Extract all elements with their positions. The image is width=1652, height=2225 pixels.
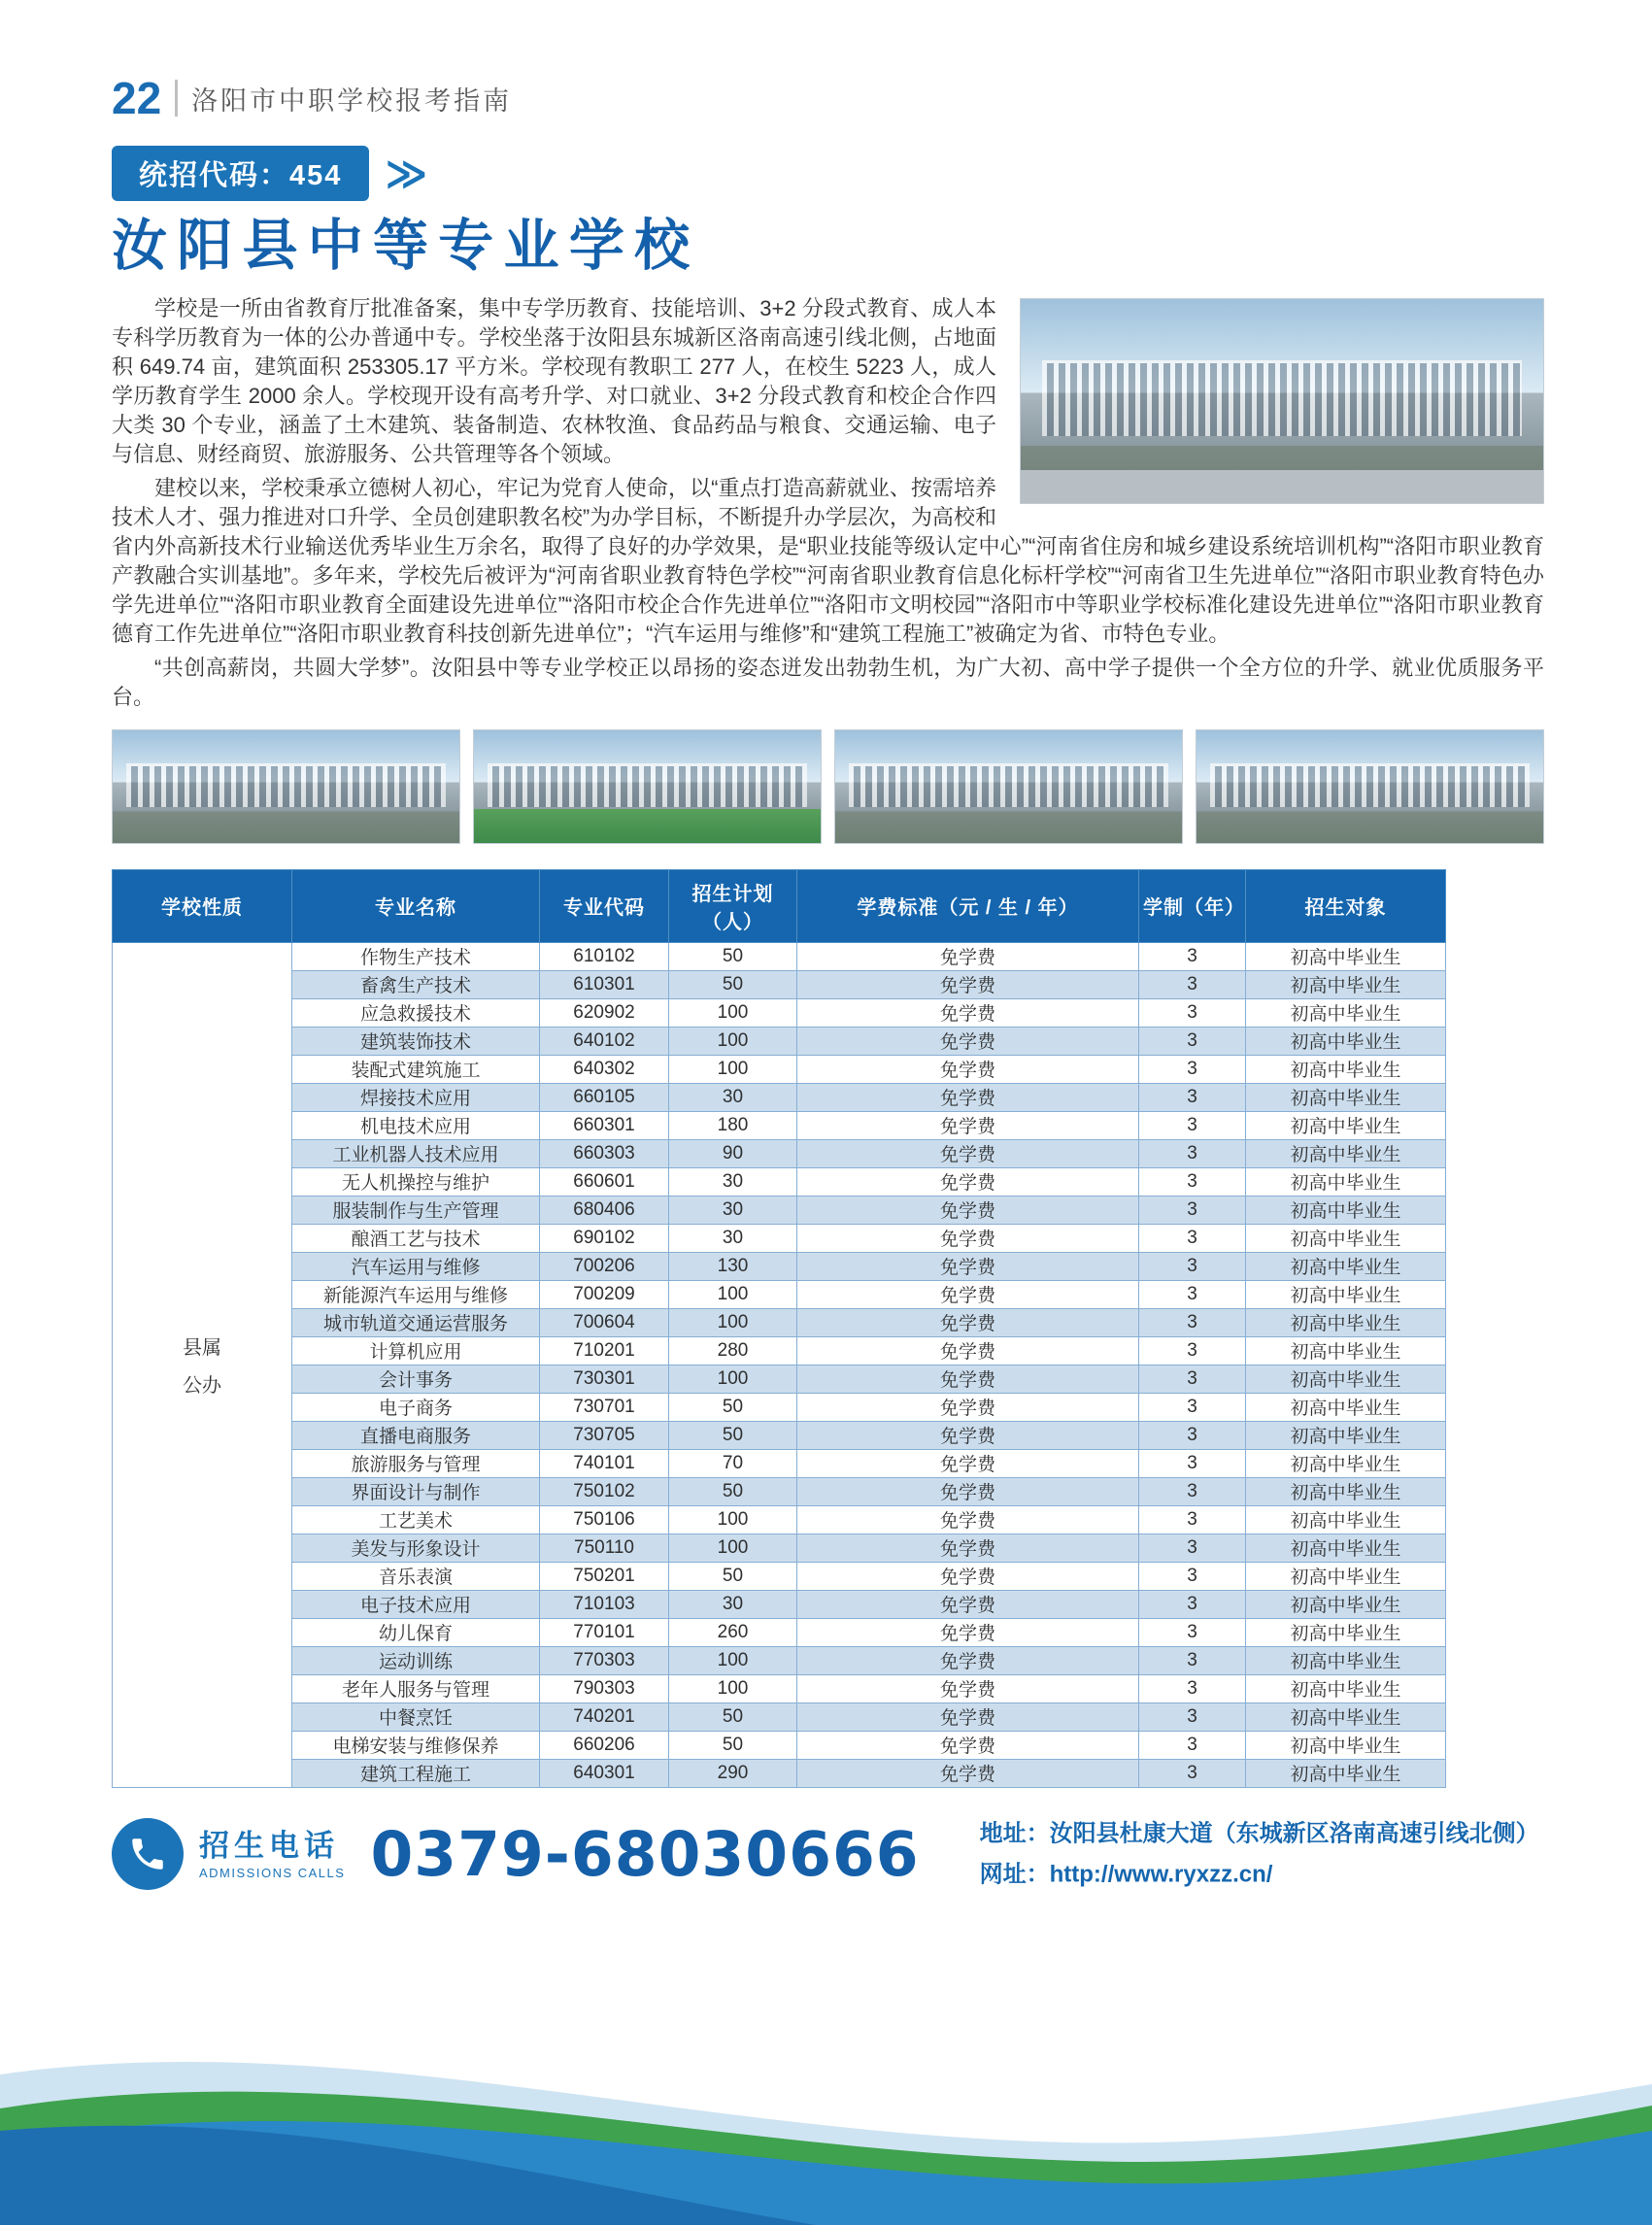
cell-major_name: 电子技术应用 bbox=[292, 1590, 540, 1618]
cell-target: 初高中毕业生 bbox=[1246, 1702, 1446, 1731]
address-value: 汝阳县杜康大道（东城新区洛南高速引线北侧） bbox=[1049, 1820, 1539, 1847]
cell-duration: 3 bbox=[1139, 1421, 1246, 1449]
cell-major_code: 710201 bbox=[540, 1336, 669, 1365]
cell-major_name: 酿酒工艺与技术 bbox=[292, 1224, 540, 1252]
cell-tuition: 免学费 bbox=[797, 1336, 1139, 1365]
cell-enrollment_plan: 30 bbox=[669, 1167, 797, 1196]
majors-table-body bbox=[113, 942, 1446, 1787]
photo-gallery bbox=[112, 729, 1544, 844]
cell-major_code: 700206 bbox=[540, 1252, 669, 1280]
intro-paragraph-1: 学校是一所由省教育厅批准备案，集中专学历教育、技能培训、3+2 分段式教育、成人本专科学历教育为一体的公办普通中专。学校坐落于汝阳县东城新区洛南高速引线北侧，占地面积 649.74 亩，建筑面积 253305.17 平方米。学校现有教职工 277 人，在校生 5223 人，成人学历教育学生 2000 余人。学校现开设有高考升学、对口就业、3+2 分段式教育和校企合作四大类 30 个专业，涵盖了土木建筑、装备制造、农林牧渔、食品药品与粮食、交通运输、电子与信息、财经商贸、旅游服务、公共管理等各个领域。 bbox=[112, 295, 996, 466]
guide-title: 洛阳市中职学校报考指南 bbox=[191, 85, 513, 116]
cell-major_name: 会计事务 bbox=[292, 1365, 540, 1393]
col-header-tuition: 学费标准（元 / 生 / 年） bbox=[797, 869, 1139, 942]
table-row bbox=[113, 1196, 1446, 1224]
cell-enrollment_plan: 70 bbox=[669, 1449, 797, 1477]
cell-enrollment_plan: 180 bbox=[669, 1111, 797, 1139]
cell-duration: 3 bbox=[1139, 1618, 1246, 1646]
table-row bbox=[113, 942, 1446, 970]
cell-enrollment_plan: 50 bbox=[669, 1421, 797, 1449]
cell-major_name: 电梯安装与维修保养 bbox=[292, 1731, 540, 1759]
cell-major_name: 城市轨道交通运营服务 bbox=[292, 1308, 540, 1336]
cell-tuition: 免学费 bbox=[797, 1759, 1139, 1787]
cell-target: 初高中毕业生 bbox=[1246, 1477, 1446, 1505]
cell-duration: 3 bbox=[1139, 1196, 1246, 1224]
cell-major_name: 建筑工程施工 bbox=[292, 1759, 540, 1787]
cell-major_code: 640102 bbox=[540, 1027, 669, 1055]
address-label: 地址： bbox=[979, 1820, 1050, 1847]
cell-major_code: 660301 bbox=[540, 1111, 669, 1139]
cell-target: 初高中毕业生 bbox=[1246, 1083, 1446, 1111]
cell-tuition: 免学费 bbox=[797, 970, 1139, 998]
cell-target: 初高中毕业生 bbox=[1246, 1365, 1446, 1393]
cell-major_name: 美发与形象设计 bbox=[292, 1534, 540, 1562]
table-row bbox=[113, 1646, 1446, 1674]
table-row bbox=[113, 1534, 1446, 1562]
cell-major_code: 700209 bbox=[540, 1280, 669, 1308]
cell-enrollment_plan: 100 bbox=[669, 1534, 797, 1562]
cell-major_name: 直播电商服务 bbox=[292, 1421, 540, 1449]
cell-target: 初高中毕业生 bbox=[1246, 942, 1446, 970]
admission-code-row bbox=[112, 146, 1544, 201]
col-header-major-code: 专业代码 bbox=[540, 869, 669, 942]
cell-tuition: 免学费 bbox=[797, 1196, 1139, 1224]
address-line bbox=[980, 1813, 1539, 1855]
cell-tuition: 免学费 bbox=[797, 1646, 1139, 1674]
cell-major_code: 750102 bbox=[540, 1477, 669, 1505]
cell-major_code: 730705 bbox=[540, 1421, 669, 1449]
cell-tuition: 免学费 bbox=[797, 1731, 1139, 1759]
cell-major_name: 计算机应用 bbox=[292, 1336, 540, 1365]
cell-major_name: 服装制作与生产管理 bbox=[292, 1196, 540, 1224]
cell-major_code: 700604 bbox=[540, 1308, 669, 1336]
cell-major_code: 790303 bbox=[540, 1674, 669, 1702]
col-header-duration: 学制（年） bbox=[1139, 869, 1246, 942]
cell-duration: 3 bbox=[1139, 1562, 1246, 1590]
cell-target: 初高中毕业生 bbox=[1246, 1393, 1446, 1421]
table-row bbox=[113, 1111, 1446, 1139]
cell-major_name: 界面设计与制作 bbox=[292, 1477, 540, 1505]
cell-tuition: 免学费 bbox=[797, 998, 1139, 1027]
cell-duration: 3 bbox=[1139, 1365, 1246, 1393]
cell-duration: 3 bbox=[1139, 1055, 1246, 1083]
cell-major_name: 工艺美术 bbox=[292, 1505, 540, 1534]
teaching-buildings-photo bbox=[112, 729, 460, 844]
table-row bbox=[113, 1252, 1446, 1280]
cell-enrollment_plan: 50 bbox=[669, 970, 797, 998]
school-intro bbox=[112, 294, 1544, 712]
table-row bbox=[113, 1590, 1446, 1618]
cell-target: 初高中毕业生 bbox=[1246, 1224, 1446, 1252]
cell-tuition: 免学费 bbox=[797, 1083, 1139, 1111]
cell-tuition: 免学费 bbox=[797, 1421, 1139, 1449]
cell-enrollment_plan: 50 bbox=[669, 942, 797, 970]
campus-aerial-photo bbox=[834, 729, 1183, 844]
cell-enrollment_plan: 100 bbox=[669, 1308, 797, 1336]
cell-target: 初高中毕业生 bbox=[1246, 1196, 1446, 1224]
cell-enrollment_plan: 100 bbox=[669, 1646, 797, 1674]
phone-label: 招生电话 bbox=[199, 1829, 339, 1864]
table-row bbox=[113, 1336, 1446, 1365]
cell-major_name: 幼儿保育 bbox=[292, 1618, 540, 1646]
majors-table bbox=[112, 869, 1446, 1788]
cell-target: 初高中毕业生 bbox=[1246, 998, 1446, 1027]
cell-tuition: 免学费 bbox=[797, 1252, 1139, 1280]
cell-tuition: 免学费 bbox=[797, 1139, 1139, 1167]
cell-duration: 3 bbox=[1139, 1731, 1246, 1759]
cell-major_name: 无人机操控与维护 bbox=[292, 1167, 540, 1196]
cell-enrollment_plan: 50 bbox=[669, 1702, 797, 1731]
cell-target: 初高中毕业生 bbox=[1246, 1618, 1446, 1646]
cell-major_name: 新能源汽车运用与维修 bbox=[292, 1280, 540, 1308]
table-row bbox=[113, 1308, 1446, 1336]
table-row bbox=[113, 1731, 1446, 1759]
cell-enrollment_plan: 100 bbox=[669, 1365, 797, 1393]
cell-target: 初高中毕业生 bbox=[1246, 1505, 1446, 1534]
cell-target: 初高中毕业生 bbox=[1246, 1534, 1446, 1562]
cell-duration: 3 bbox=[1139, 1083, 1246, 1111]
cell-target: 初高中毕业生 bbox=[1246, 1759, 1446, 1787]
cell-major_code: 660206 bbox=[540, 1731, 669, 1759]
cell-duration: 3 bbox=[1139, 1646, 1246, 1674]
table-row bbox=[113, 1674, 1446, 1702]
cell-enrollment_plan: 90 bbox=[669, 1139, 797, 1167]
cell-tuition: 免学费 bbox=[797, 1027, 1139, 1055]
cell-tuition: 免学费 bbox=[797, 1674, 1139, 1702]
cell-tuition: 免学费 bbox=[797, 1111, 1139, 1139]
cell-duration: 3 bbox=[1139, 1759, 1246, 1787]
cell-enrollment_plan: 260 bbox=[669, 1618, 797, 1646]
cell-major_name: 音乐表演 bbox=[292, 1562, 540, 1590]
cell-enrollment_plan: 290 bbox=[669, 1759, 797, 1787]
cell-duration: 3 bbox=[1139, 1393, 1246, 1421]
table-row bbox=[113, 1421, 1446, 1449]
campus-building-photo bbox=[1196, 729, 1544, 844]
cell-target: 初高中毕业生 bbox=[1246, 1280, 1446, 1308]
cell-major_code: 610301 bbox=[540, 970, 669, 998]
cell-target: 初高中毕业生 bbox=[1246, 1336, 1446, 1365]
cell-duration: 3 bbox=[1139, 1477, 1246, 1505]
cell-target: 初高中毕业生 bbox=[1246, 1421, 1446, 1449]
cell-enrollment_plan: 30 bbox=[669, 1196, 797, 1224]
cell-tuition: 免学费 bbox=[797, 1562, 1139, 1590]
cell-enrollment_plan: 30 bbox=[669, 1083, 797, 1111]
cell-major_name: 运动训练 bbox=[292, 1646, 540, 1674]
cell-enrollment_plan: 100 bbox=[669, 1055, 797, 1083]
cell-enrollment_plan: 280 bbox=[669, 1336, 797, 1365]
cell-duration: 3 bbox=[1139, 1505, 1246, 1534]
cell-tuition: 免学费 bbox=[797, 942, 1139, 970]
table-row bbox=[113, 1505, 1446, 1534]
cell-tuition: 免学费 bbox=[797, 1308, 1139, 1336]
cell-tuition: 免学费 bbox=[797, 1534, 1139, 1562]
table-row bbox=[113, 1449, 1446, 1477]
cell-target: 初高中毕业生 bbox=[1246, 1167, 1446, 1196]
cell-duration: 3 bbox=[1139, 1702, 1246, 1731]
cell-tuition: 免学费 bbox=[797, 1702, 1139, 1731]
cell-major_name: 中餐烹饪 bbox=[292, 1702, 540, 1731]
col-header-school-type: 学校性质 bbox=[113, 869, 292, 942]
double-chevron-icon: ≫ bbox=[385, 150, 428, 196]
cell-duration: 3 bbox=[1139, 1167, 1246, 1196]
header-divider bbox=[175, 80, 178, 117]
campus-front-photo bbox=[1020, 298, 1544, 504]
phone-icon bbox=[112, 1818, 184, 1890]
cell-duration: 3 bbox=[1139, 1590, 1246, 1618]
table-row bbox=[113, 1477, 1446, 1505]
cell-major_name: 老年人服务与管理 bbox=[292, 1674, 540, 1702]
intro-paragraph-2: 建校以来，学校秉承立德树人初心，牢记为党育人使命，以“重点打造高薪就业、按需培养技术人才、强力推进对口升学、全员创建职教名校”为办学目标，不断提升办学层次，为高校和省内外高新技术行业输送优秀毕业生万余名，取得了良好的办学效果，是“职业技能等级认定中心”“河南省住房和城乡建设系统培训机构”“洛阳市职业教育产教融合实训基地”。多年来，学校先后被评为“河南省职业教育特色学校”“河南省职业教育信息化标杆学校”“河南省卫生先进单位”“洛阳市职业教育特色办学先进单位”“洛阳市职业教育全面建设先进单位”“洛阳市校企合作先进单位”“洛阳市文明校园”“洛阳市中等职业学校标准化建设先进单位”“洛阳市职业教育德育工作先进单位”“洛阳市职业教育科技创新先进单位”；“汽车运用与维修”和“建筑工程施工”被确定为省、市特色专业。 bbox=[112, 475, 1544, 646]
cell-tuition: 免学费 bbox=[797, 1477, 1139, 1505]
cell-major_name: 电子商务 bbox=[292, 1393, 540, 1421]
table-row bbox=[113, 998, 1446, 1027]
cell-target: 初高中毕业生 bbox=[1246, 1731, 1446, 1759]
website-line bbox=[980, 1854, 1539, 1896]
website-label: 网址： bbox=[979, 1861, 1050, 1888]
cell-tuition: 免学费 bbox=[797, 1618, 1139, 1646]
cell-major_code: 660105 bbox=[540, 1083, 669, 1111]
cell-duration: 3 bbox=[1139, 1027, 1246, 1055]
cell-tuition: 免学费 bbox=[797, 1393, 1139, 1421]
cell-major_name: 作物生产技术 bbox=[292, 942, 540, 970]
cell-duration: 3 bbox=[1139, 1674, 1246, 1702]
cell-tuition: 免学费 bbox=[797, 1167, 1139, 1196]
cell-target: 初高中毕业生 bbox=[1246, 1562, 1446, 1590]
col-header-enrollment-plan: 招生计划（人） bbox=[669, 869, 797, 942]
admission-code-badge: 统招代码：454 bbox=[112, 146, 369, 201]
website-value: http://www.ryxzz.cn/ bbox=[1049, 1861, 1273, 1888]
cell-major_code: 640302 bbox=[540, 1055, 669, 1083]
table-row bbox=[113, 1055, 1446, 1083]
cell-major_name: 建筑装饰技术 bbox=[292, 1027, 540, 1055]
cell-tuition: 免学费 bbox=[797, 1224, 1139, 1252]
cell-tuition: 免学费 bbox=[797, 1055, 1139, 1083]
cell-tuition: 免学费 bbox=[797, 1449, 1139, 1477]
cell-enrollment_plan: 50 bbox=[669, 1477, 797, 1505]
cell-target: 初高中毕业生 bbox=[1246, 970, 1446, 998]
phone-sublabel: ADMISSIONS CALLS bbox=[199, 1866, 346, 1881]
cell-major_name: 应急救援技术 bbox=[292, 998, 540, 1027]
col-header-major-name: 专业名称 bbox=[292, 869, 540, 942]
cell-target: 初高中毕业生 bbox=[1246, 1139, 1446, 1167]
cell-target: 初高中毕业生 bbox=[1246, 1055, 1446, 1083]
cell-major_code: 610102 bbox=[540, 942, 669, 970]
page-number: 22 bbox=[112, 73, 162, 123]
cell-major_name: 旅游服务与管理 bbox=[292, 1449, 540, 1477]
table-row bbox=[113, 1365, 1446, 1393]
table-row bbox=[113, 1027, 1446, 1055]
cell-duration: 3 bbox=[1139, 1534, 1246, 1562]
cell-major_code: 710103 bbox=[540, 1590, 669, 1618]
cell-major_code: 660601 bbox=[540, 1167, 669, 1196]
table-row bbox=[113, 1702, 1446, 1731]
cell-major_code: 750201 bbox=[540, 1562, 669, 1590]
intro-paragraph-3: “共创高薪岗，共圆大学梦”。汝阳县中等专业学校正以昂扬的姿态迸发出勃勃生机，为广大初、高中学子提供一个全方位的升学、就业优质服务平台。 bbox=[112, 655, 1544, 709]
cell-enrollment_plan: 30 bbox=[669, 1224, 797, 1252]
cell-major_code: 620902 bbox=[540, 998, 669, 1027]
cell-target: 初高中毕业生 bbox=[1246, 1449, 1446, 1477]
table-row bbox=[113, 1167, 1446, 1196]
table-header-row bbox=[113, 869, 1446, 942]
cell-enrollment_plan: 100 bbox=[669, 1280, 797, 1308]
cell-enrollment_plan: 100 bbox=[669, 1505, 797, 1534]
address-block bbox=[980, 1813, 1539, 1896]
school-name-title: 汝阳县中等专业学校 bbox=[112, 215, 700, 277]
cell-enrollment_plan: 100 bbox=[669, 1027, 797, 1055]
cell-enrollment_plan: 30 bbox=[669, 1590, 797, 1618]
cell-enrollment_plan: 100 bbox=[669, 998, 797, 1027]
cell-enrollment_plan: 50 bbox=[669, 1393, 797, 1421]
cell-major_code: 640301 bbox=[540, 1759, 669, 1787]
cell-major_code: 730701 bbox=[540, 1393, 669, 1421]
cell-enrollment_plan: 50 bbox=[669, 1731, 797, 1759]
table-row bbox=[113, 1393, 1446, 1421]
cell-major_name: 汽车运用与维修 bbox=[292, 1252, 540, 1280]
table-row bbox=[113, 1139, 1446, 1167]
school-type-cell: 县属 公办 bbox=[113, 942, 292, 1787]
cell-target: 初高中毕业生 bbox=[1246, 1646, 1446, 1674]
contact-section bbox=[112, 1813, 1544, 1896]
cell-duration: 3 bbox=[1139, 970, 1246, 998]
cell-major_code: 660303 bbox=[540, 1139, 669, 1167]
cell-major_name: 焊接技术应用 bbox=[292, 1083, 540, 1111]
cell-duration: 3 bbox=[1139, 1280, 1246, 1308]
cell-target: 初高中毕业生 bbox=[1246, 1111, 1446, 1139]
table-row bbox=[113, 1083, 1446, 1111]
cell-target: 初高中毕业生 bbox=[1246, 1308, 1446, 1336]
table-row bbox=[113, 1280, 1446, 1308]
cell-duration: 3 bbox=[1139, 1139, 1246, 1167]
cell-major_name: 工业机器人技术应用 bbox=[292, 1139, 540, 1167]
phone-label-block bbox=[199, 1828, 345, 1880]
cell-target: 初高中毕业生 bbox=[1246, 1252, 1446, 1280]
cell-major_code: 750106 bbox=[540, 1505, 669, 1534]
table-row bbox=[113, 1759, 1446, 1787]
cell-enrollment_plan: 50 bbox=[669, 1562, 797, 1590]
cell-tuition: 免学费 bbox=[797, 1365, 1139, 1393]
cell-major_name: 畜禽生产技术 bbox=[292, 970, 540, 998]
table-row bbox=[113, 1224, 1446, 1252]
cell-duration: 3 bbox=[1139, 1336, 1246, 1365]
cell-major_name: 装配式建筑施工 bbox=[292, 1055, 540, 1083]
col-header-target: 招生对象 bbox=[1246, 869, 1446, 942]
cell-major_code: 730301 bbox=[540, 1365, 669, 1393]
decorative-waves bbox=[0, 2016, 1652, 2225]
cell-duration: 3 bbox=[1139, 1449, 1246, 1477]
cell-major_code: 740101 bbox=[540, 1449, 669, 1477]
cell-enrollment_plan: 130 bbox=[669, 1252, 797, 1280]
sports-field-photo bbox=[473, 729, 822, 844]
cell-enrollment_plan: 100 bbox=[669, 1674, 797, 1702]
cell-target: 初高中毕业生 bbox=[1246, 1590, 1446, 1618]
cell-major_code: 750110 bbox=[540, 1534, 669, 1562]
cell-duration: 3 bbox=[1139, 942, 1246, 970]
cell-target: 初高中毕业生 bbox=[1246, 1027, 1446, 1055]
cell-duration: 3 bbox=[1139, 1252, 1246, 1280]
cell-major_code: 680406 bbox=[540, 1196, 669, 1224]
cell-tuition: 免学费 bbox=[797, 1505, 1139, 1534]
cell-duration: 3 bbox=[1139, 1224, 1246, 1252]
cell-major_code: 770303 bbox=[540, 1646, 669, 1674]
page-header bbox=[112, 73, 1544, 123]
table-row bbox=[113, 1562, 1446, 1590]
cell-target: 初高中毕业生 bbox=[1246, 1674, 1446, 1702]
phone-number: 0379-68030666 bbox=[370, 1818, 920, 1890]
cell-major_code: 770101 bbox=[540, 1618, 669, 1646]
cell-tuition: 免学费 bbox=[797, 1280, 1139, 1308]
cell-duration: 3 bbox=[1139, 998, 1246, 1027]
cell-major_code: 690102 bbox=[540, 1224, 669, 1252]
cell-duration: 3 bbox=[1139, 1308, 1246, 1336]
cell-major_name: 机电技术应用 bbox=[292, 1111, 540, 1139]
table-row bbox=[113, 1618, 1446, 1646]
cell-duration: 3 bbox=[1139, 1111, 1246, 1139]
cell-major_code: 740201 bbox=[540, 1702, 669, 1731]
cell-tuition: 免学费 bbox=[797, 1590, 1139, 1618]
table-row bbox=[113, 970, 1446, 998]
